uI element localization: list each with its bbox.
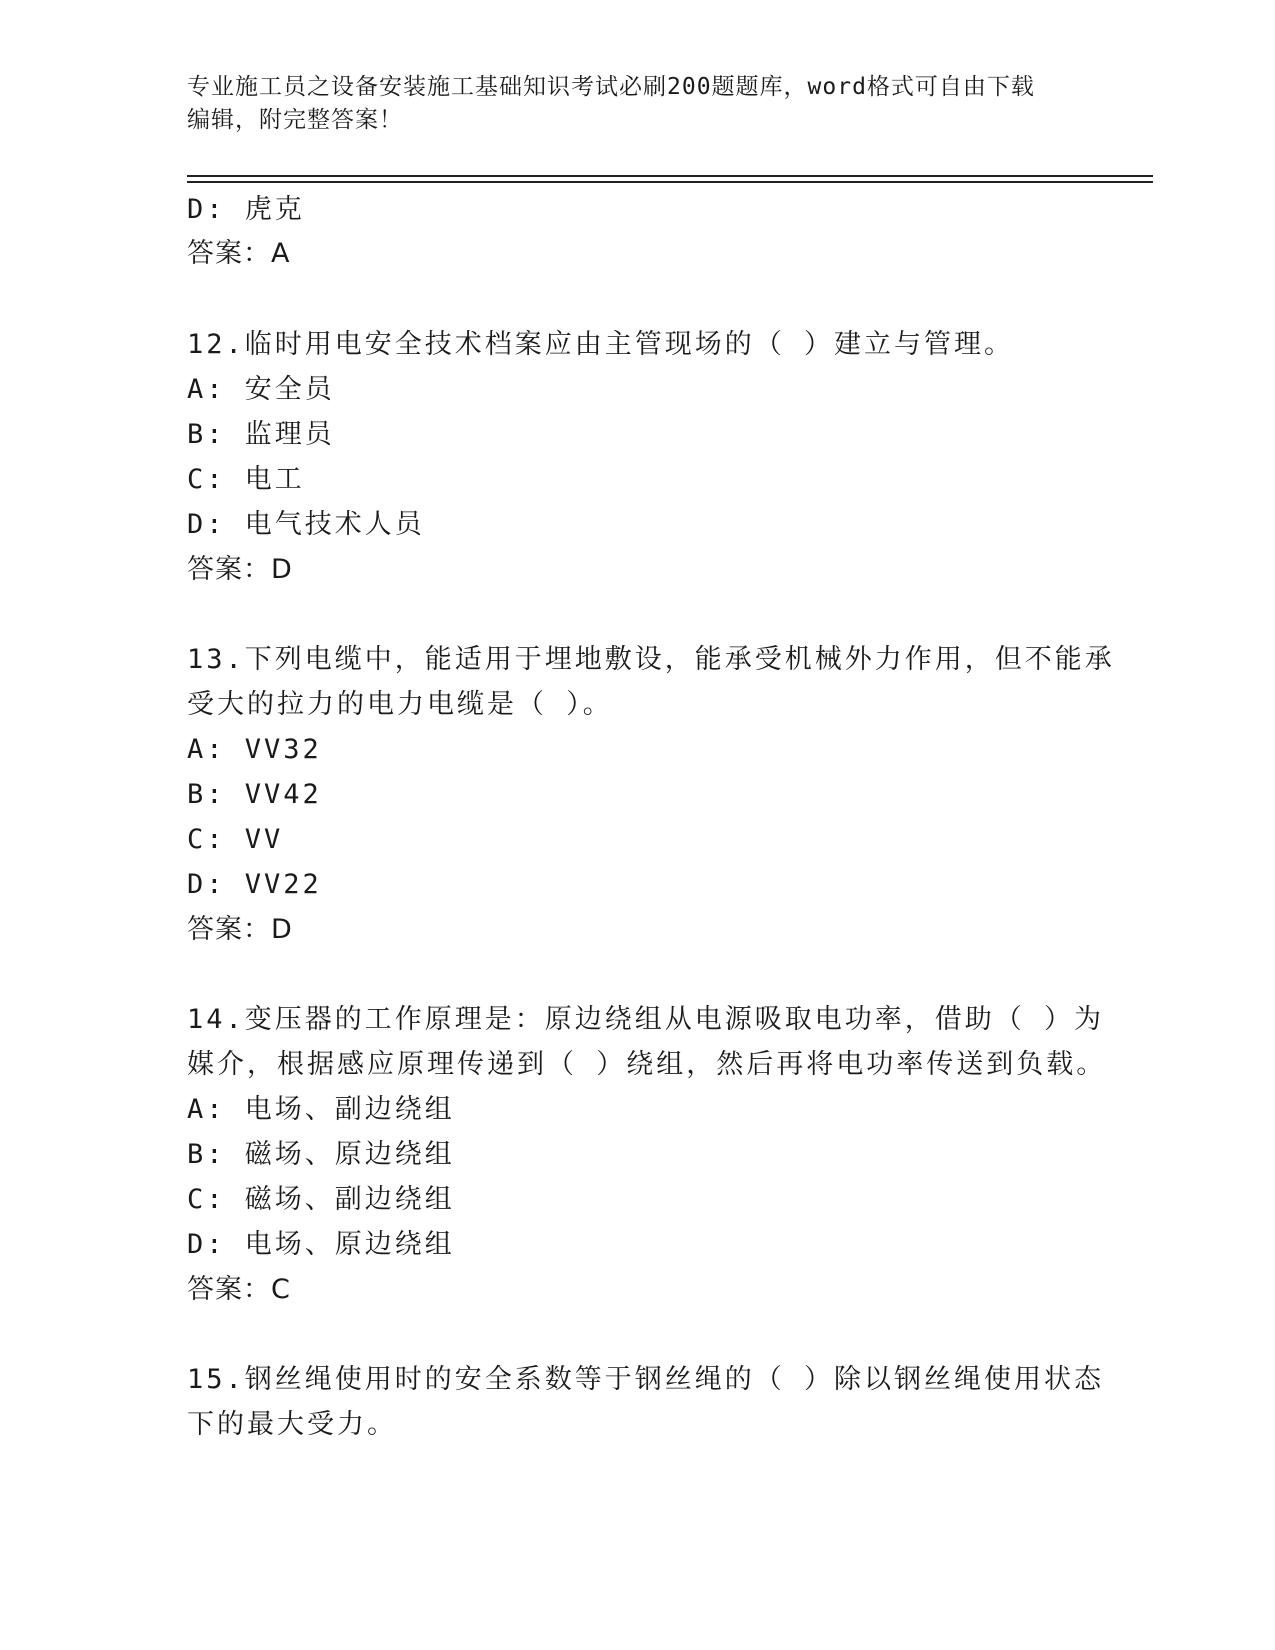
q14-option-c: C: 磁场、副边绕组 bbox=[187, 1184, 455, 1215]
q13-option-c: C: VV bbox=[187, 824, 284, 855]
q15-question-line-1: 15.钢丝绳使用时的安全系数等于钢丝绳的（ ）除以钢丝绳使用状态 bbox=[187, 1364, 1105, 1395]
q12-option-d: D: 电气技术人员 bbox=[187, 509, 425, 540]
header-title-line-2: 编辑，附完整答案！ bbox=[187, 107, 403, 133]
q14-option-b: B: 磁场、原边绕组 bbox=[187, 1139, 455, 1170]
q13-question-line-1: 13.下列电缆中，能适用于埋地敷设，能承受机械外力作用，但不能承 bbox=[187, 644, 1115, 675]
q13-option-a: A: VV32 bbox=[187, 734, 322, 765]
q13-option-b: B: VV42 bbox=[187, 779, 322, 810]
q13-question-line-2: 受大的拉力的电力电缆是（ ）。 bbox=[187, 689, 613, 720]
header-title-line-1: 专业施工员之设备安装施工基础知识考试必刷200题题库，word格式可自由下载 bbox=[187, 74, 1035, 100]
q14-answer: 答案：C bbox=[187, 1274, 291, 1305]
q14-question-line-1: 14.变压器的工作原理是：原边绕组从电源吸取电功率，借助（ ）为 bbox=[187, 1004, 1105, 1035]
q11-answer: 答案：A bbox=[187, 238, 291, 269]
header-divider-top bbox=[187, 175, 1153, 177]
q14-option-a: A: 电场、副边绕组 bbox=[187, 1094, 455, 1125]
document-header bbox=[187, 71, 1067, 137]
q14-question-line-2: 媒介，根据感应原理传递到（ ）绕组，然后再将电功率传送到负载。 bbox=[187, 1049, 1107, 1080]
q11-option-d: D: 虎克 bbox=[187, 194, 305, 225]
q12-option-a: A: 安全员 bbox=[187, 374, 335, 405]
q13-answer: 答案：D bbox=[187, 914, 293, 945]
q14-option-d: D: 电场、原边绕组 bbox=[187, 1229, 455, 1260]
header-divider-bottom bbox=[187, 181, 1153, 183]
q12-option-b: B: 监理员 bbox=[187, 419, 335, 450]
q12-option-c: C: 电工 bbox=[187, 464, 305, 495]
q12-question: 12.临时用电安全技术档案应由主管现场的（ ）建立与管理。 bbox=[187, 329, 1015, 360]
q13-option-d: D: VV22 bbox=[187, 869, 322, 900]
q15-question-line-2: 下的最大受力。 bbox=[187, 1409, 397, 1440]
q12-answer: 答案：D bbox=[187, 554, 293, 585]
